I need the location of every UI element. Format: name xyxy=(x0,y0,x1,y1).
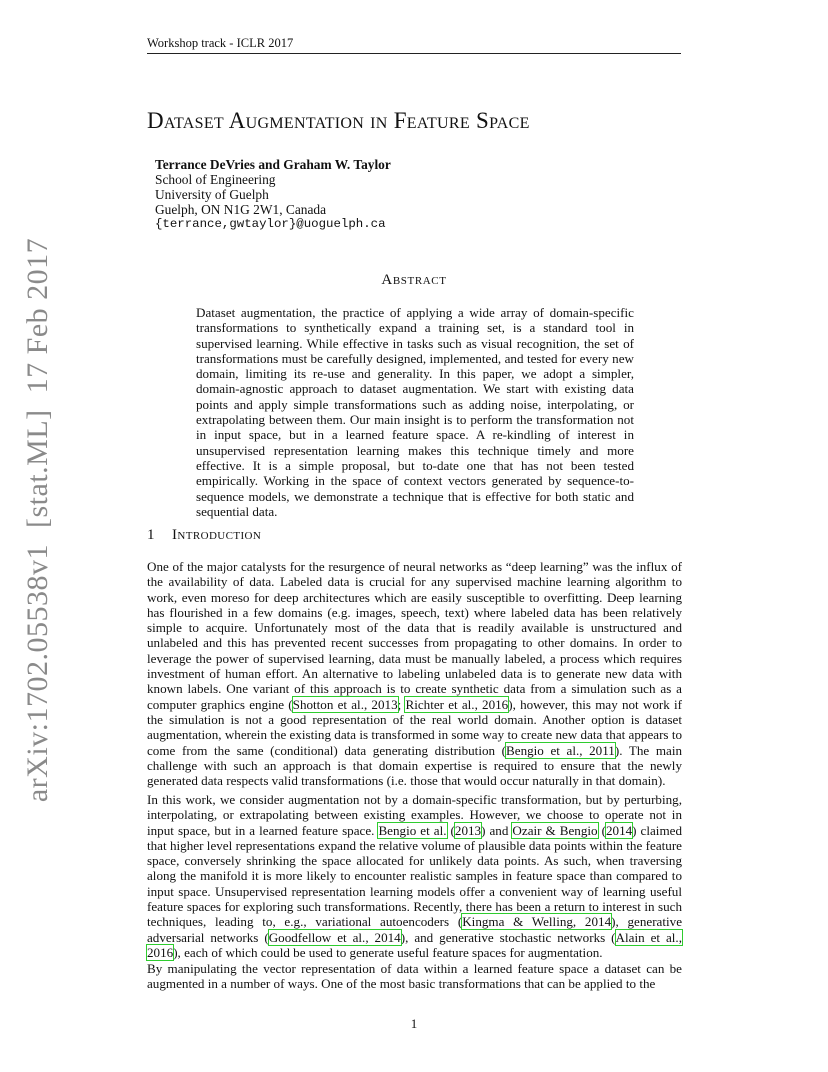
citation-link[interactable]: Bengio et al. xyxy=(378,822,447,838)
author-block xyxy=(155,157,575,232)
section-title: Introduction xyxy=(172,527,262,543)
arxiv-sidebar xyxy=(0,0,60,1072)
citation-link[interactable]: Richter et al., 2016 xyxy=(405,696,509,712)
paragraph-text: ) claimed that higher level representations expand the relative volume of plausible data points within the feature space, conversely shrinking the space allocated for unlikely data points. As such, when traversing along the manifold it is more likely to encounter realistic samples in feature space than compared to input space. Unsupervised representation learning models offer a convenient way of learning useful feature spaces for exploring such transformations. Recently, there has been a return to interest in such techniques, leading to, e.g., variational autoencoders ( xyxy=(147,822,682,930)
page-number: 1 xyxy=(410,1016,418,1031)
citation-link[interactable]: Shotton et al., 2013 xyxy=(292,696,398,712)
author-department: School of Engineering xyxy=(155,172,276,187)
citation-link[interactable]: Ozair & Bengio xyxy=(512,822,598,838)
paragraph-text: One of the major catalysts for the resurgence of neural networks as “deep learning” was the influx of the availability of data. Labeled data is crucial for any supervised machine learning algorithm to work, even moreso for deep architectures which are easily susceptible to overfitting. Deep learning has flourished in a few domains (e.g. images, speech, text) where labeled data has been relatively simple to acquire. Unfortunately most of the data that is readily available is unstructured and unlabeled and this has prevented recent successes from propagating to other domains. In order to leverage the power of supervised learning, data must be manually labeled, a process which requires investment of human effort. An alternative to labeling unlabeled data is to generate new data with known labels. One variant of this approach is to create synthetic data from a simulation such as a computer graphics engine ( xyxy=(147,559,682,712)
intro-paragraph-1 xyxy=(147,559,682,788)
paragraph-text: ; xyxy=(397,696,406,712)
paragraph-text: ), and generative stochastic networks ( xyxy=(400,929,616,945)
citation-link[interactable]: 2013 xyxy=(454,822,482,838)
author-email: {terrance,gwtaylor}@uoguelph.ca xyxy=(155,217,386,231)
author-names: Terrance DeVries and Graham W. Taylor xyxy=(155,157,391,172)
citation-link[interactable]: Goodfellow et al., 2014 xyxy=(268,929,401,945)
paragraph-text: ( xyxy=(597,822,606,838)
paper-title: Dataset Augmentation in Feature Space xyxy=(147,108,530,133)
intro-paragraph-3: By manipulating the vector representation of data within a learned feature space a dataset can be augmented in a number of ways. One of the most basic transformations that can be applied to the xyxy=(147,961,682,992)
citation-link[interactable]: Kingma & Welling, 2014 xyxy=(462,914,612,930)
arxiv-identifier-stamp[interactable]: arXiv:1702.05538v1 [stat.ML] 17 Feb 2017 xyxy=(21,237,54,803)
paragraph-text: In this work, we consider augmentation not by a domain-specific transformation, but by perturbing, interpolating, or extrapolating between existing examples. However, we choose to operate not in input space, but in a learned feature space. xyxy=(147,792,682,838)
paragraph-text: ), however, this may not work if the simulation is not a good representation of the real world domain. Another option is dataset augmentation, wherein the existing data is transformed in some way to create new data that appears to come from the same (conditional) data generating distribution ( xyxy=(147,696,682,758)
paragraph-text: ), generative adversarial networks ( xyxy=(147,914,683,945)
citation-link[interactable]: Alain et al., 2016 xyxy=(147,929,682,960)
author-address: Guelph, ON N1G 2W1, Canada xyxy=(155,202,327,217)
paragraph-text: ) and xyxy=(481,822,513,838)
running-header: Workshop track - ICLR 2017 xyxy=(147,36,294,50)
abstract-text: Dataset augmentation, the practice of applying a wide array of domain-specific transformations to synthetically expand a training set, is a standard tool in supervised learning. While effective in tasks such as visual recognition, the set of transformations must be carefully designed, implemented, and tested for every new domain, limiting its re-use and generality. In this paper, we adopt a simpler, domain-agnostic approach to dataset augmentation. We start with existing data points and apply simple transformations such as adding noise, interpolating, or extrapolating between them. Our main insight is to perform the transformation not in input space, but in a learned feature space. A re-kindling of interest in unsupervised representation learning makes this technique timely and more effective. It is a simple proposal, but to-date one that has not been tested empirically. Working in the space of context vectors generated by sequence-to-sequence models, we demonstrate a technique that is effective for both static and sequential data. xyxy=(196,305,634,519)
header-rule xyxy=(147,53,681,54)
intro-paragraph-2 xyxy=(147,792,682,960)
paragraph-text: ), each of which could be used to generate useful feature spaces for augmentation. xyxy=(173,944,603,960)
paragraph-text: ( xyxy=(446,822,455,838)
abstract-heading: Abstract xyxy=(381,272,447,288)
section-heading-introduction xyxy=(147,527,547,544)
citation-link[interactable]: 2014 xyxy=(605,822,633,838)
paragraph-text: ). The main challenge with such an approach is that domain expertise is required to ensure that the newly generated data respects valid transformations (i.e. those that would occur naturally in that domain). xyxy=(147,742,682,789)
section-number: 1 xyxy=(147,527,155,543)
author-university: University of Guelph xyxy=(155,187,269,202)
citation-link[interactable]: Bengio et al., 2011 xyxy=(506,742,615,758)
